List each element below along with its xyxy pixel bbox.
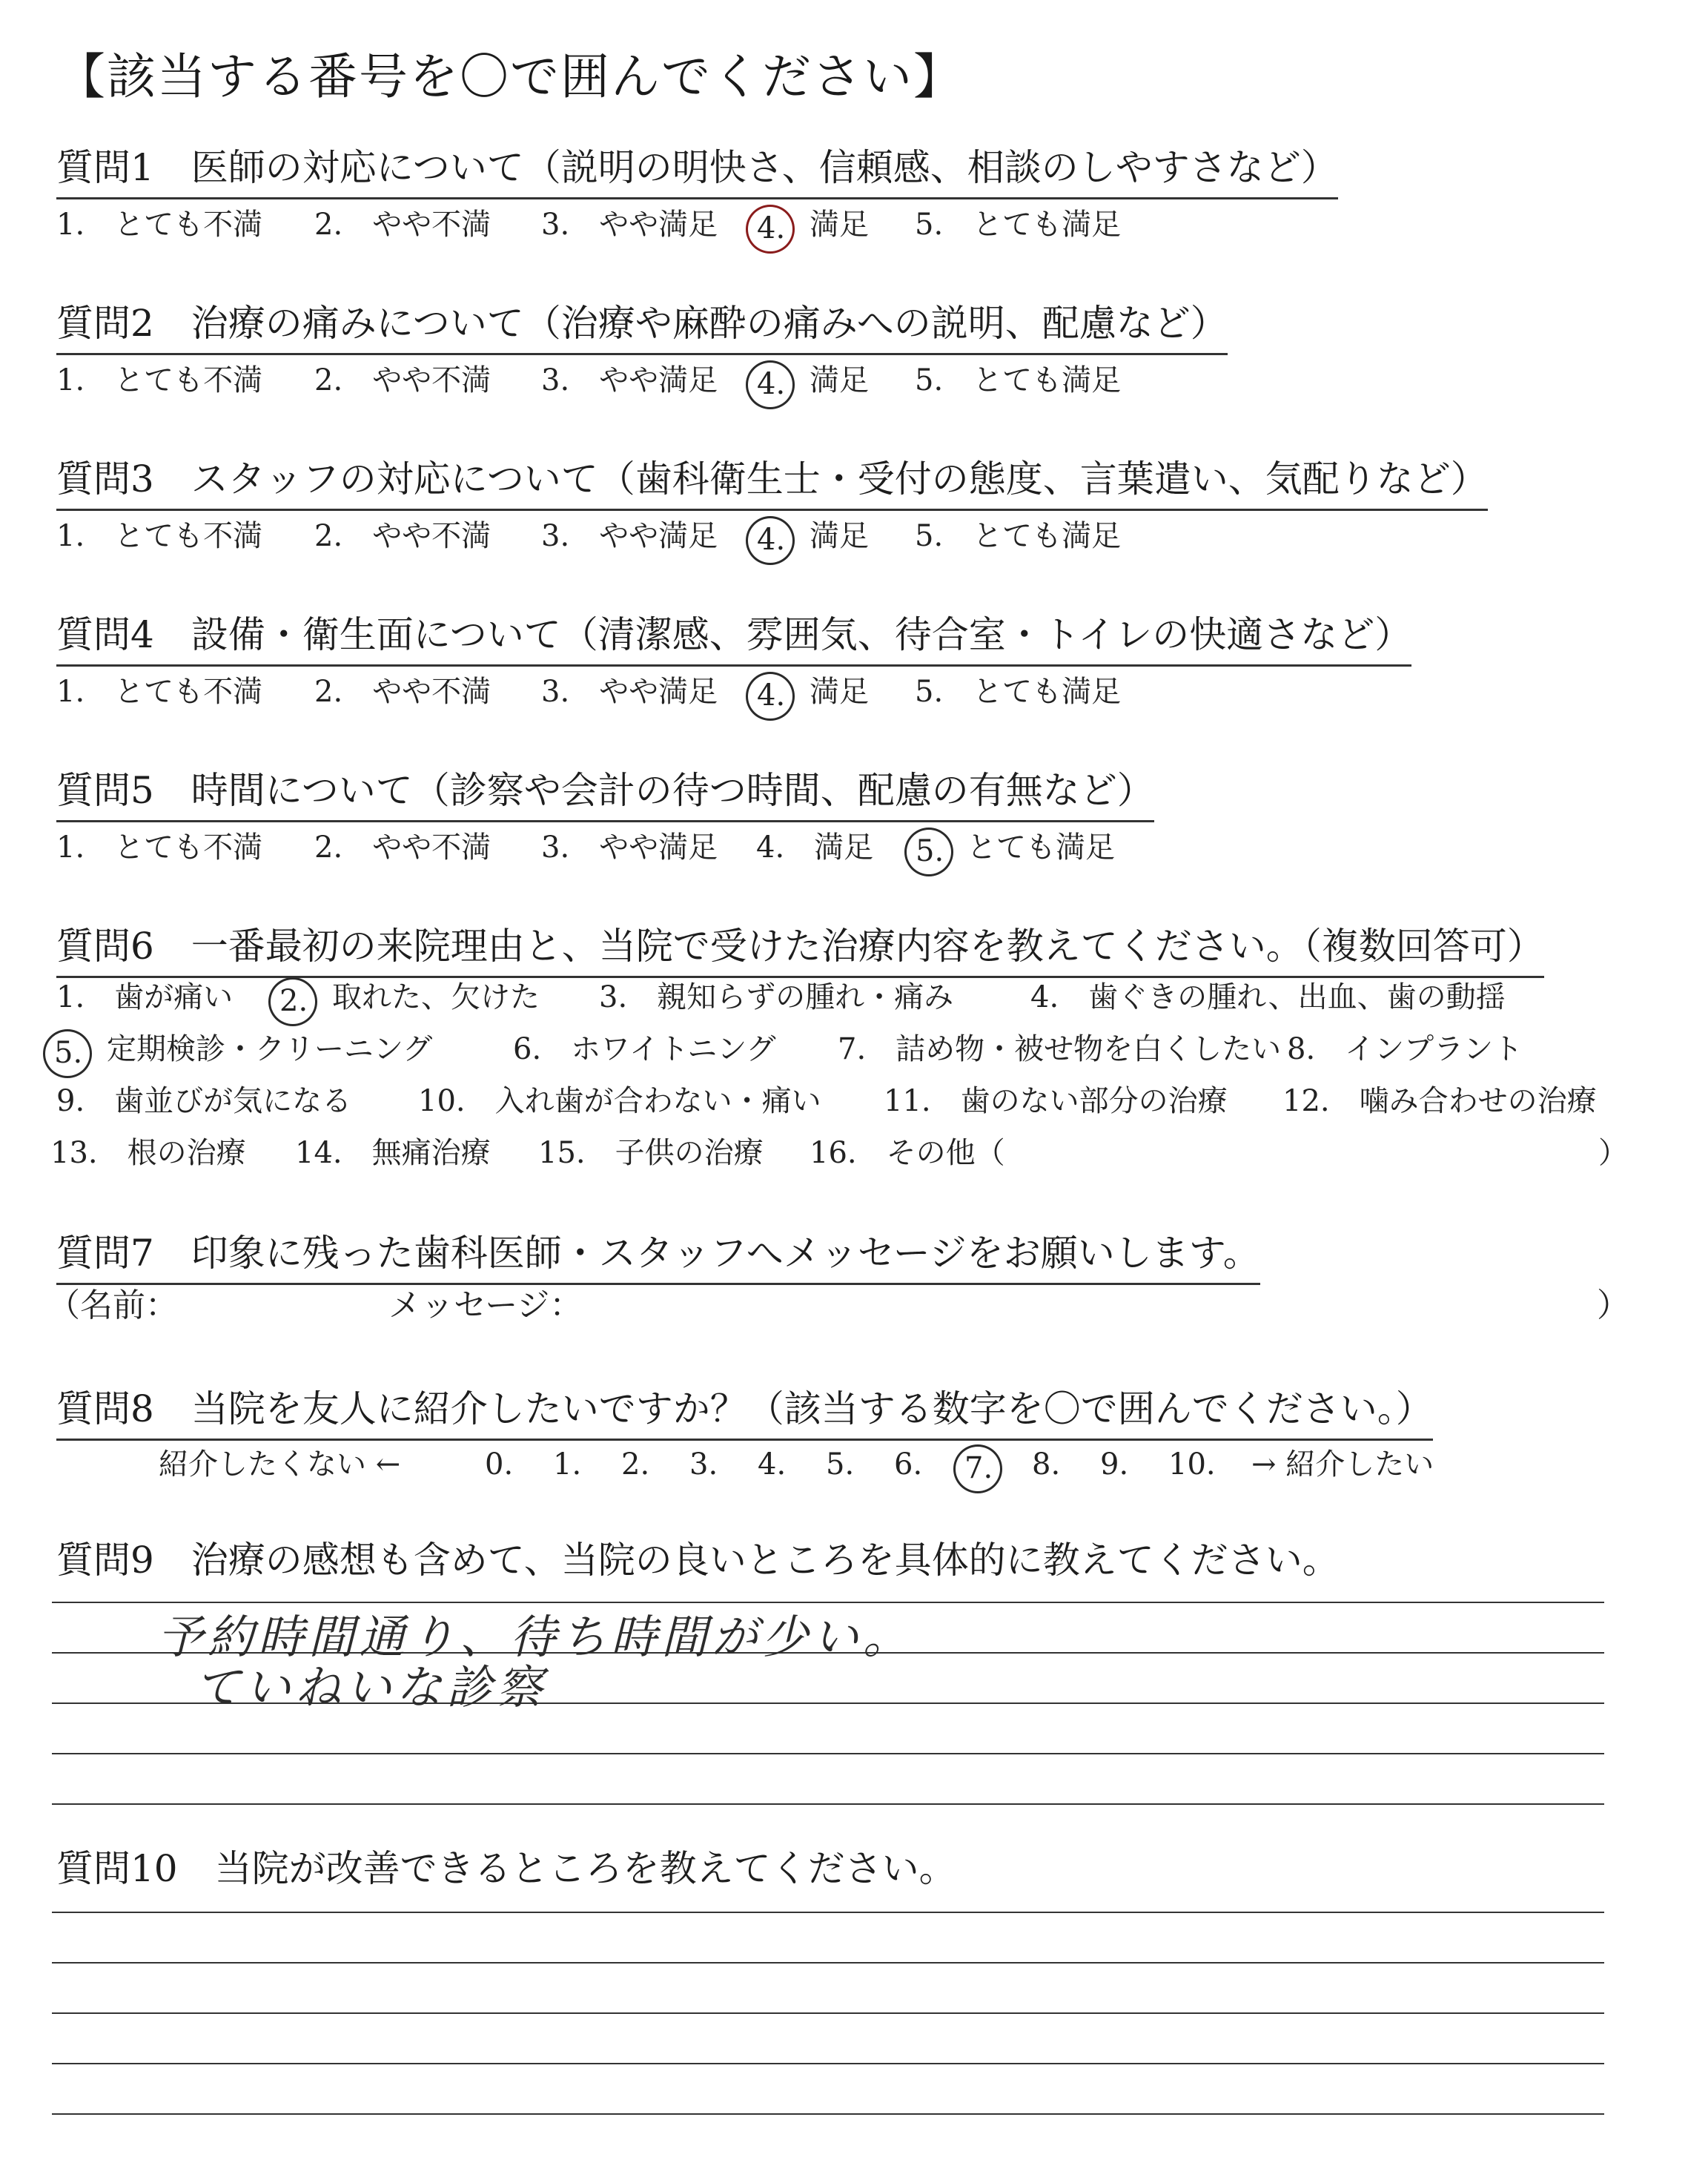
q8-scale-2[interactable]: 2. <box>621 1447 650 1482</box>
q1-option-2[interactable]: 2. やや不満 <box>314 208 491 242</box>
question-5-options <box>56 828 1391 872</box>
q8-scale-7-circled[interactable]: 7. <box>953 1444 1002 1493</box>
q1-option-5[interactable]: 5. とても満足 <box>915 208 1122 242</box>
q6-option-16[interactable]: 16. その他（ <box>810 1136 1005 1170</box>
q2-option-4-circled[interactable]: 4. <box>746 360 795 409</box>
q10-answer-line <box>52 1962 1604 1964</box>
question-2-title: 質問2 治療の痛みについて（治療や麻酔の痛みへの説明、配慮など） <box>56 301 1228 355</box>
q10-answer-line <box>52 2012 1604 2014</box>
q8-scale-9[interactable]: 9. <box>1100 1447 1129 1482</box>
q4-option-4-circled[interactable]: 4. <box>746 672 795 721</box>
q6-option-2-label: 取れた、欠けた <box>332 980 540 1014</box>
question-5-title: 質問5 時間について（診察や会計の待つ時間、配慮の有無など） <box>56 768 1154 822</box>
q9-handwritten-answer-line-1: 予約時間通り、待ち時間が少い。 <box>157 1610 914 1664</box>
q1-option-1[interactable]: 1. とても不満 <box>56 208 263 242</box>
q9-answer-line <box>52 1803 1604 1805</box>
q3-option-3[interactable]: 3. やや満足 <box>541 519 718 553</box>
q10-answer-line <box>52 2113 1604 2115</box>
q8-left-label: 紹介したくない ← <box>159 1447 401 1482</box>
q8-scale-0[interactable]: 0. <box>485 1447 514 1482</box>
question-6-row-3 <box>56 1081 1613 1126</box>
q3-option-2[interactable]: 2. やや不満 <box>314 519 491 553</box>
q4-option-4-label: 満足 <box>810 675 869 709</box>
q6-option-11[interactable]: 11. 歯のない部分の治療 <box>884 1084 1228 1118</box>
question-7-fields <box>47 1286 1629 1330</box>
q6-option-12[interactable]: 12. 噛み合わせの治療 <box>1282 1084 1597 1118</box>
q5-option-5-label: とても満足 <box>967 830 1115 865</box>
q6-option-9[interactable]: 9. 歯並びが気になる <box>56 1084 352 1118</box>
q10-answer-line <box>52 1912 1604 1913</box>
q8-scale-5[interactable]: 5. <box>826 1447 855 1482</box>
q4-option-2[interactable]: 2. やや不満 <box>314 675 491 709</box>
form-header: 【該当する番号を〇で囲んでください】 <box>56 48 964 105</box>
q4-option-5[interactable]: 5. とても満足 <box>915 675 1122 709</box>
question-6-row-4 <box>50 1133 1628 1178</box>
q7-name-label[interactable]: （名前： <box>47 1287 178 1324</box>
question-8-title: 質問8 当院を友人に紹介したいですか？（該当する数字を〇で囲んでください。） <box>56 1387 1433 1441</box>
q6-option-7[interactable]: 7. 詰め物・被せ物を白くしたい <box>838 1032 1282 1066</box>
question-4-options <box>56 672 1391 716</box>
q1-option-4-circled[interactable]: 4. <box>746 205 795 254</box>
question-6-row-2 <box>56 1029 1613 1074</box>
q6-option-4[interactable]: 4. 歯ぐきの腫れ、出血、歯の動揺 <box>1030 980 1506 1014</box>
q5-option-4[interactable]: 4. 満足 <box>756 830 874 865</box>
q2-option-3[interactable]: 3. やや満足 <box>541 363 718 397</box>
q3-option-1[interactable]: 1. とても不満 <box>56 519 263 553</box>
q1-option-4-label: 満足 <box>810 208 869 242</box>
question-1-options <box>56 205 1391 249</box>
q3-option-4-circled[interactable]: 4. <box>746 516 795 565</box>
question-3-title: 質問3 スタッフの対応について（歯科衛生士・受付の態度、言葉遣い、気配りなど） <box>56 457 1488 511</box>
q2-option-2[interactable]: 2. やや不満 <box>314 363 491 397</box>
question-6-title: 質問6 一番最初の来院理由と、当院で受けた治療内容を教えてください。（複数回答可） <box>56 924 1544 978</box>
q8-scale-1[interactable]: 1. <box>553 1447 582 1482</box>
q6-option-10[interactable]: 10. 入れ歯が合わない・痛い <box>418 1084 821 1118</box>
q8-scale-3[interactable]: 3. <box>689 1447 718 1482</box>
q9-answer-line <box>52 1753 1604 1754</box>
q2-option-5[interactable]: 5. とても満足 <box>915 363 1122 397</box>
question-2-options <box>56 360 1391 405</box>
q6-option-14[interactable]: 14. 無痛治療 <box>295 1136 491 1170</box>
q6-other-close-paren: ） <box>1598 1136 1628 1170</box>
q5-option-5-circled[interactable]: 5. <box>904 828 953 876</box>
q6-option-13[interactable]: 13. 根の治療 <box>50 1136 246 1170</box>
q6-option-6[interactable]: 6. ホワイトニング <box>513 1032 776 1066</box>
q6-option-5-label: 定期検診・クリーニング <box>107 1032 433 1066</box>
q8-scale-8[interactable]: 8. <box>1032 1447 1061 1482</box>
q7-message-label[interactable]: メッセージ： <box>388 1287 583 1324</box>
question-6-row-1 <box>56 977 1613 1022</box>
q2-option-1[interactable]: 1. とても不満 <box>56 363 263 397</box>
q10-answer-line <box>52 2063 1604 2064</box>
q1-option-3[interactable]: 3. やや満足 <box>541 208 718 242</box>
q6-option-3[interactable]: 3. 親知らずの腫れ・痛み <box>599 980 954 1014</box>
q2-option-4-label: 満足 <box>810 363 869 397</box>
question-3-options <box>56 516 1391 561</box>
question-4-title: 質問4 設備・衛生面について（清潔感、雰囲気、待合室・トイレの快適さなど） <box>56 612 1411 667</box>
q6-option-2-circled[interactable]: 2. <box>268 977 317 1026</box>
q8-scale-4[interactable]: 4. <box>758 1447 787 1482</box>
q3-option-4-label: 満足 <box>810 519 869 553</box>
q6-option-1[interactable]: 1. 歯が痛い <box>56 980 234 1014</box>
q6-option-15[interactable]: 15. 子供の治療 <box>538 1136 764 1170</box>
q6-option-5-circled[interactable]: 5. <box>43 1029 92 1078</box>
q4-option-3[interactable]: 3. やや満足 <box>541 675 718 709</box>
q9-handwritten-answer-line-2: ていねいな診察 <box>194 1660 548 1714</box>
q3-option-5[interactable]: 5. とても満足 <box>915 519 1122 553</box>
q6-option-8[interactable]: 8. インプラント <box>1287 1032 1523 1066</box>
q4-option-1[interactable]: 1. とても不満 <box>56 675 263 709</box>
q5-option-1[interactable]: 1. とても不満 <box>56 830 263 865</box>
question-9-title: 質問9 治療の感想も含めて、当院の良いところを具体的に教えてください。 <box>56 1539 1340 1582</box>
q8-right-label: → 紹介したい <box>1251 1447 1434 1482</box>
q5-option-2[interactable]: 2. やや不満 <box>314 830 491 865</box>
question-8-scale <box>159 1444 1493 1489</box>
question-7-title: 質問7 印象に残った歯科医師・スタッフへメッセージをお願いします。 <box>56 1231 1260 1285</box>
q5-option-3[interactable]: 3. やや満足 <box>541 830 718 865</box>
q7-close-paren: ） <box>1597 1287 1629 1324</box>
q8-scale-6[interactable]: 6. <box>894 1447 923 1482</box>
q8-scale-10[interactable]: 10. <box>1168 1447 1216 1482</box>
question-1-title: 質問1 医師の対応について（説明の明快さ、信頼感、相談のしやすさなど） <box>56 145 1338 199</box>
question-10-title: 質問10 当院が改善できるところを教えてください。 <box>56 1847 956 1890</box>
